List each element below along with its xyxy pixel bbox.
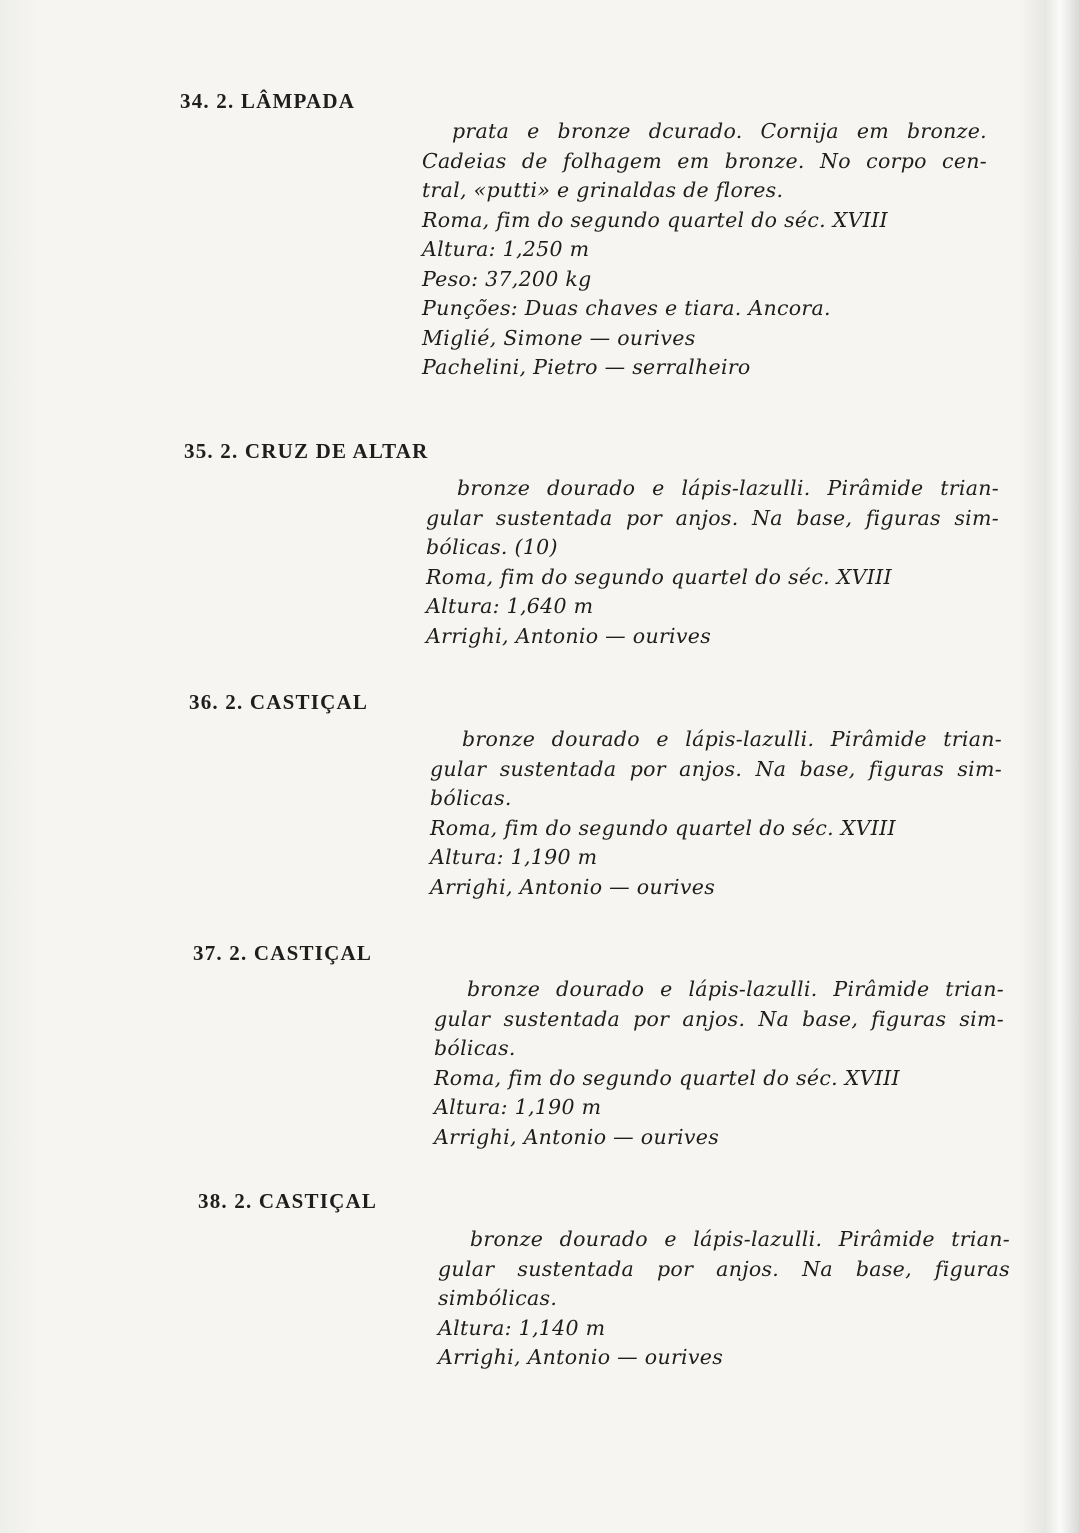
description-line: Miglié, Simone — ourives xyxy=(422,325,696,350)
description-line: tral, «putti» e grinaldas de flores. xyxy=(422,178,784,202)
entry-description xyxy=(430,725,1002,902)
description-line: Roma, fim do segundo quartel do séc. XVIII xyxy=(422,207,888,232)
description-line: Roma, fim do segundo quartel do séc. XVIII xyxy=(430,815,896,840)
description-line: gular sustentada por anjos. Na base, figuras sim- xyxy=(430,756,1002,781)
description-line: bólicas. (10) xyxy=(426,535,558,559)
description-line: Punções: Duas chaves e tiara. Ancora. xyxy=(422,296,831,320)
description-line: Altura: 1,190 m xyxy=(430,845,598,869)
description-line: gular sustentada por anjos. Na base, figuras sim- xyxy=(434,1006,1004,1031)
description-line: Cadeias de folhagem em bronze. No corpo cen- xyxy=(422,148,987,173)
entry-heading: 35. 2. CRUZ DE ALTAR xyxy=(184,439,429,463)
entry-heading: 38. 2. CASTIÇAL xyxy=(198,1189,378,1213)
description-line: Altura: 1,640 m xyxy=(426,594,594,618)
entry-heading: 37. 2. CASTIÇAL xyxy=(193,941,373,965)
description-line: bólicas. xyxy=(434,1036,516,1060)
entry-description xyxy=(422,117,987,383)
description-line: prata e bronze dcurado. Cornija em bronze. xyxy=(452,119,987,143)
entry-heading: 36. 2. CASTIÇAL xyxy=(189,690,369,714)
description-line: Arrighi, Antonio — ourives xyxy=(438,1345,724,1369)
description-line: Altura: 1,140 m xyxy=(438,1315,606,1340)
description-line: Altura: 1,250 m xyxy=(422,237,590,261)
entry-heading: 34. 2. LÂMPADA xyxy=(180,89,356,113)
description-line: bronze dourado e lápis-lazulli. Pirâmide trian- xyxy=(467,977,1004,1001)
description-line: bronze dourado e lápis-lazulli. Pirâmide trian- xyxy=(462,727,1002,751)
description-line: bólicas. xyxy=(430,786,512,810)
description-line: simbólicas. xyxy=(438,1286,558,1310)
description-line: Arrighi, Antonio — ourives xyxy=(430,874,716,899)
description-line: bronze dourado e lápis-lazulli. Pirâmide trian- xyxy=(457,476,999,500)
description-line: gular sustentada por anjos. Na base, figuras sim- xyxy=(426,505,999,530)
entry-description xyxy=(434,975,1004,1152)
description-line: gular sustentada por anjos. Na base, figuras xyxy=(438,1256,1010,1281)
entry-description xyxy=(426,474,999,651)
description-line: Pachelini, Pietro — serralheiro xyxy=(422,355,751,379)
description-line: bronze dourado e lápis-lazulli. Pirâmide trian- xyxy=(470,1227,1010,1251)
description-line: Arrighi, Antonio — ourives xyxy=(434,1124,720,1149)
description-line: Peso: 37,200 kg xyxy=(422,266,592,291)
description-line: Altura: 1,190 m xyxy=(434,1095,602,1119)
description-line: Arrighi, Antonio — ourives xyxy=(426,623,712,648)
description-line: Roma, fim do segundo quartel do séc. XVIII xyxy=(434,1065,900,1090)
entry-description xyxy=(438,1225,1010,1373)
description-line: Roma, fim do segundo quartel do séc. XVIII xyxy=(426,564,892,589)
